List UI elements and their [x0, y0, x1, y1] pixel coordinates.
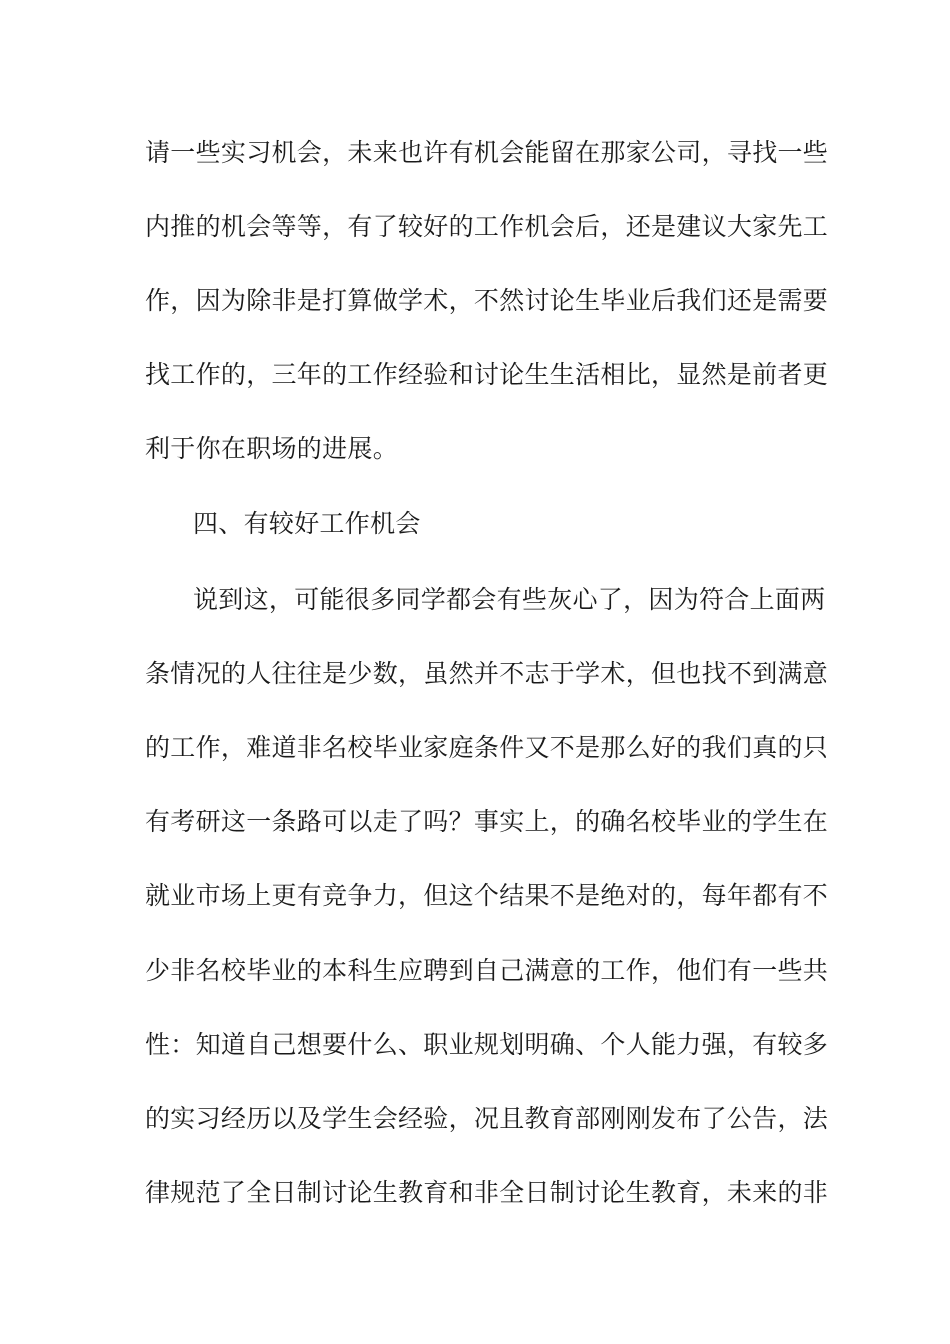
paragraph-line: 就业市场上更有竞争力，但这个结果不是绝对的，每年都有不 — [145, 881, 829, 910]
paragraph-line: 作，因为除非是打算做学术，不然讨论生毕业后我们还是需要 — [145, 286, 829, 315]
paragraph-line: 条情况的人往往是少数，虽然并不志于学术，但也找不到满意 — [145, 659, 829, 688]
paragraph-line: 有考研这一条路可以走了吗？事实上，的确名校毕业的学生在 — [145, 807, 829, 836]
paragraph-line: 内推的机会等等，有了较好的工作机会后，还是建议大家先工 — [145, 212, 829, 241]
paragraph-line: 请一些实习机会，未来也许有机会能留在那家公司，寻找一些 — [145, 138, 829, 167]
section-heading: 四、有较好工作机会 — [193, 509, 421, 538]
paragraph-line: 利于你在职场的进展。 — [145, 434, 399, 463]
paragraph-line: 性：知道自己想要什么、职业规划明确、个人能力强，有较多 — [145, 1030, 829, 1059]
paragraph-line: 的工作，难道非名校毕业家庭条件又不是那么好的我们真的只 — [145, 733, 829, 762]
paragraph-line: 说到这，可能很多同学都会有些灰心了，因为符合上面两 — [193, 585, 826, 614]
paragraph-line: 少非名校毕业的本科生应聘到自己满意的工作，他们有一些共 — [145, 956, 829, 985]
paragraph-line: 的实习经历以及学生会经验，况且教育部刚刚发布了公告，法 — [145, 1104, 829, 1133]
paragraph-line: 律规范了全日制讨论生教育和非全日制讨论生教育，未来的非 — [145, 1178, 829, 1207]
paragraph-line: 找工作的，三年的工作经验和讨论生生活相比，显然是前者更 — [145, 360, 829, 389]
